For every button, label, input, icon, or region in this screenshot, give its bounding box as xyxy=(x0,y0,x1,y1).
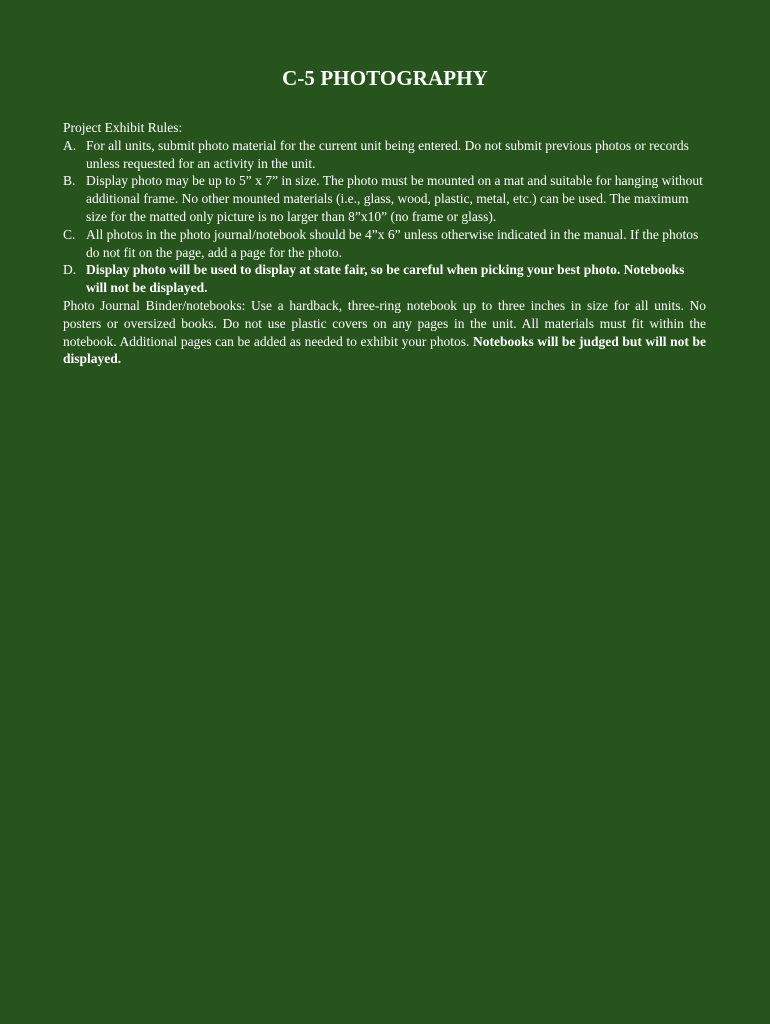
rule-text: All photos in the photo journal/notebook should be 4”x 6” unless otherwise indicated in the manual. If the photos do not fit on the page, add a page for the photo. xyxy=(86,226,699,260)
page-title: C-5 PHOTOGRAPHY xyxy=(282,66,488,90)
rule-text: Display photo may be up to 5” x 7” in size. The photo must be mounted on a mat and suitable for hanging without additional frame. No other mounted materials (i.e., glass, wood, plastic, metal, etc.) can be used. The maximum size for the matted only picture is no larger than 8”x10” (no frame or glass). xyxy=(86,173,703,224)
photo-journal-bold-note: Notebooks will be judged but will not be displayed. xyxy=(63,333,706,367)
photo-journal-paragraph xyxy=(63,297,706,368)
photo-journal-text: Photo Journal Binder/notebooks: Use a hardback, three-ring notebook up to three inches in size for all units. No posters or oversized books. Do not use plastic covers on any pages in the unit. All materials must fit within the notebook. Additional pages can be added as needed to exhibit your photos. xyxy=(63,297,706,349)
rule-item-c xyxy=(63,226,706,262)
rule-letter: C. xyxy=(63,226,76,242)
rule-item-b xyxy=(63,172,706,225)
rule-item-a xyxy=(63,137,706,173)
rule-letter: A. xyxy=(63,137,77,153)
rules-heading: Project Exhibit Rules: xyxy=(63,120,183,135)
rule-letter: D. xyxy=(63,262,77,278)
rule-letter: B. xyxy=(63,173,76,189)
document-body xyxy=(63,119,706,368)
rule-text: For all units, submit photo material for the current unit being entered. Do not submit previous photos or records unless requested for an activity in the unit. xyxy=(86,137,689,171)
rule-list xyxy=(63,137,706,297)
rule-item-d xyxy=(63,261,706,297)
rule-text-bold: Display photo will be used to display at state fair, so be careful when picking your best photo. Notebooks will not be displayed. xyxy=(86,262,685,296)
